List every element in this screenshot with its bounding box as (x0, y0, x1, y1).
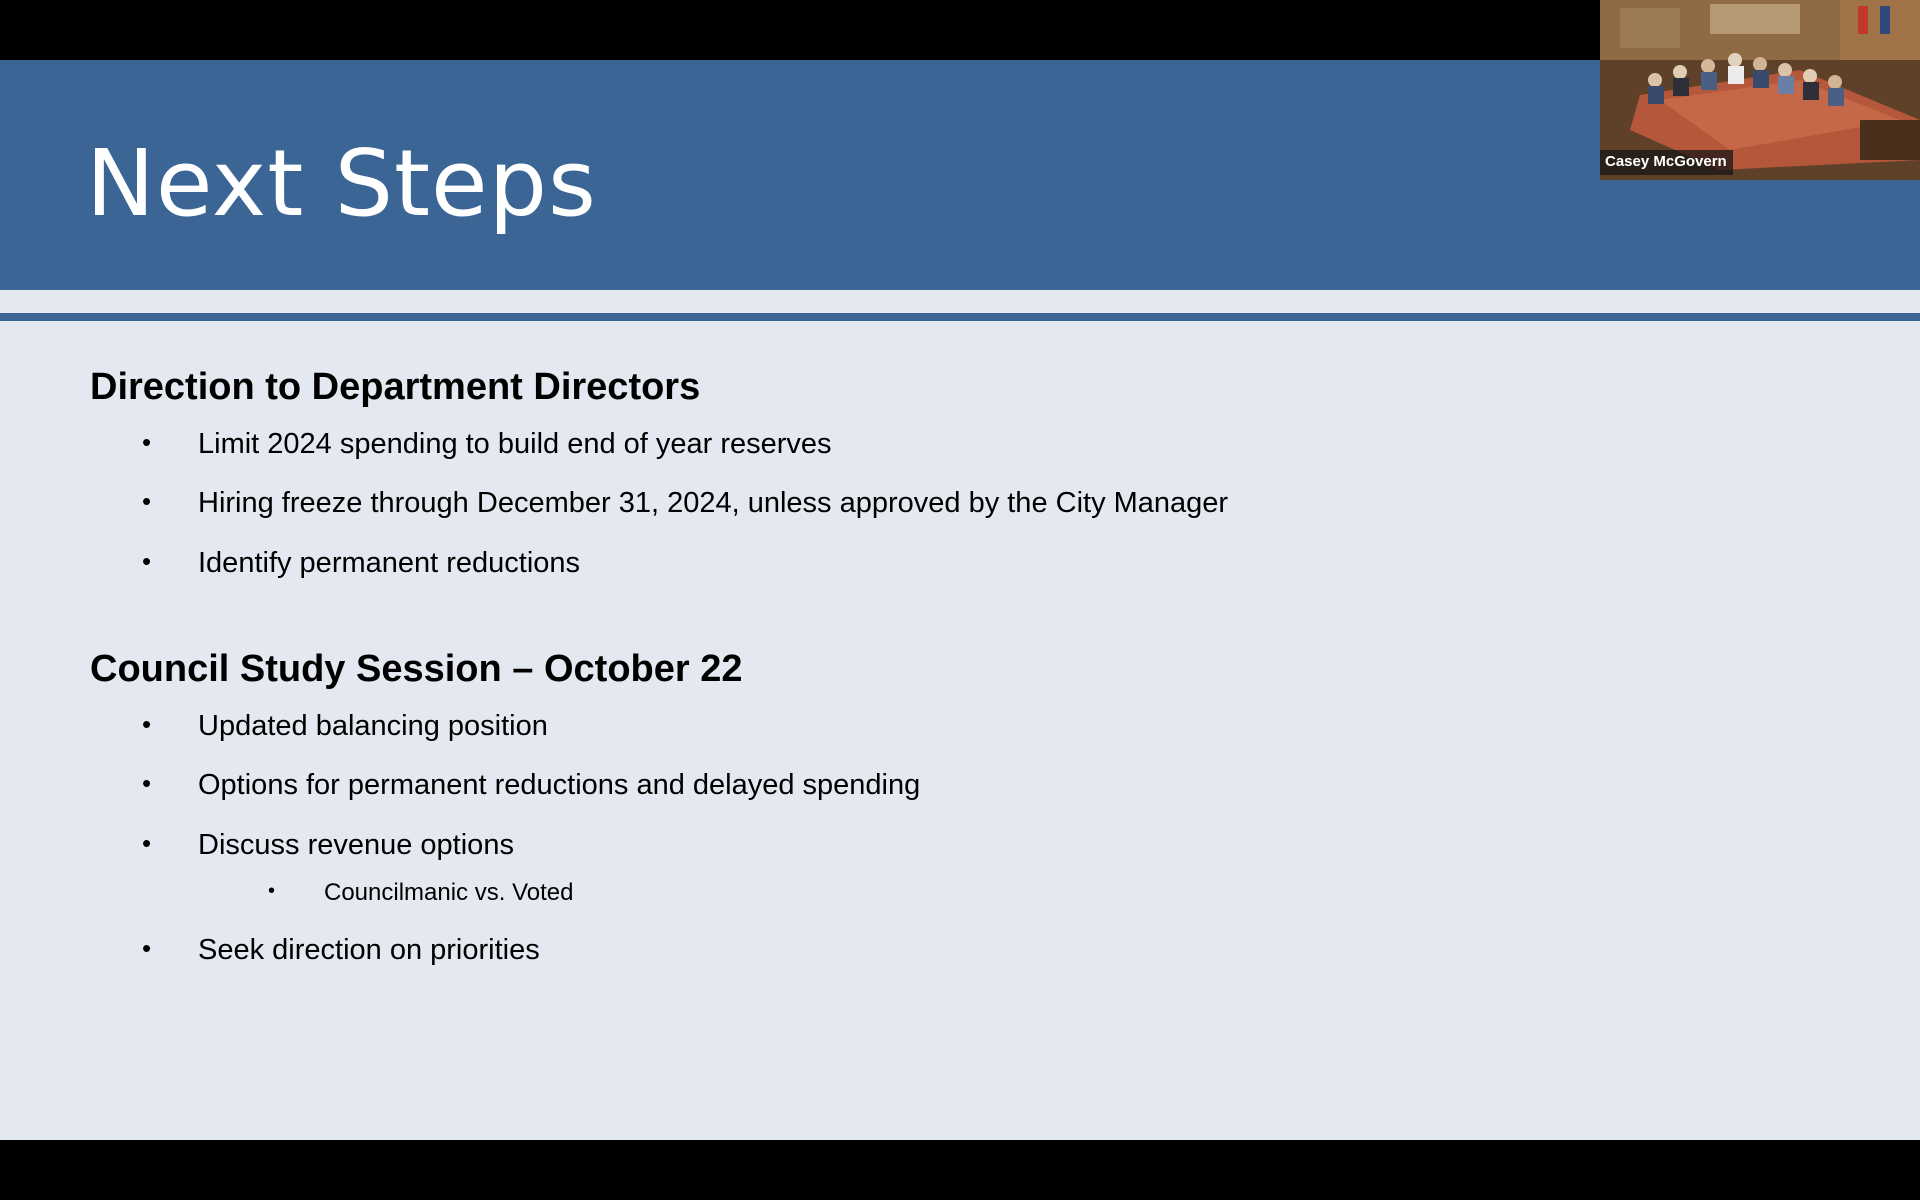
section-heading-directors: Direction to Department Directors (90, 366, 701, 408)
bullet-item (90, 486, 1790, 521)
bullet-icon: • (142, 486, 152, 517)
section-heading-study-session: Council Study Session – October 22 (90, 647, 743, 690)
bullet-icon: • (142, 828, 152, 859)
speaker-name-label: Casey McGovern (1600, 150, 1733, 175)
bullet-text: Limit 2024 spending to build end of year reserves (198, 427, 832, 460)
slide-title: Next Steps (86, 130, 597, 237)
sub-bullet-text: Councilmanic vs. Voted (324, 878, 574, 906)
study-session-bullet-list (90, 709, 1790, 968)
bullet-text: Hiring freeze through December 31, 2024, unless approved by the City Manager (198, 487, 1229, 520)
title-divider (0, 313, 1920, 321)
sub-bullet-item (90, 879, 1790, 908)
bullet-item (90, 828, 1790, 863)
bullet-text: Discuss revenue options (198, 829, 514, 862)
bullet-icon: • (142, 708, 152, 739)
bullet-icon: • (142, 426, 152, 457)
bullet-text: Identify permanent reductions (198, 547, 581, 580)
bullet-item (90, 709, 1790, 744)
bullet-icon: • (142, 768, 152, 799)
bullet-text: Updated balancing position (198, 709, 548, 742)
bullet-item (90, 933, 1790, 968)
bullet-text: Seek direction on priorities (198, 933, 540, 966)
participant-video-tile[interactable] (1600, 0, 1920, 180)
bullet-icon: • (142, 546, 152, 577)
bullet-item (90, 427, 1790, 462)
bullet-icon: • (142, 932, 152, 963)
bullet-text: Options for permanent reductions and delayed spending (198, 769, 921, 802)
bullet-icon: • (268, 879, 276, 902)
presentation-slide (0, 60, 1920, 1140)
bullet-item (90, 546, 1790, 581)
bullet-item (90, 768, 1790, 803)
slide-content (90, 365, 1790, 968)
directors-bullet-list (90, 427, 1790, 581)
